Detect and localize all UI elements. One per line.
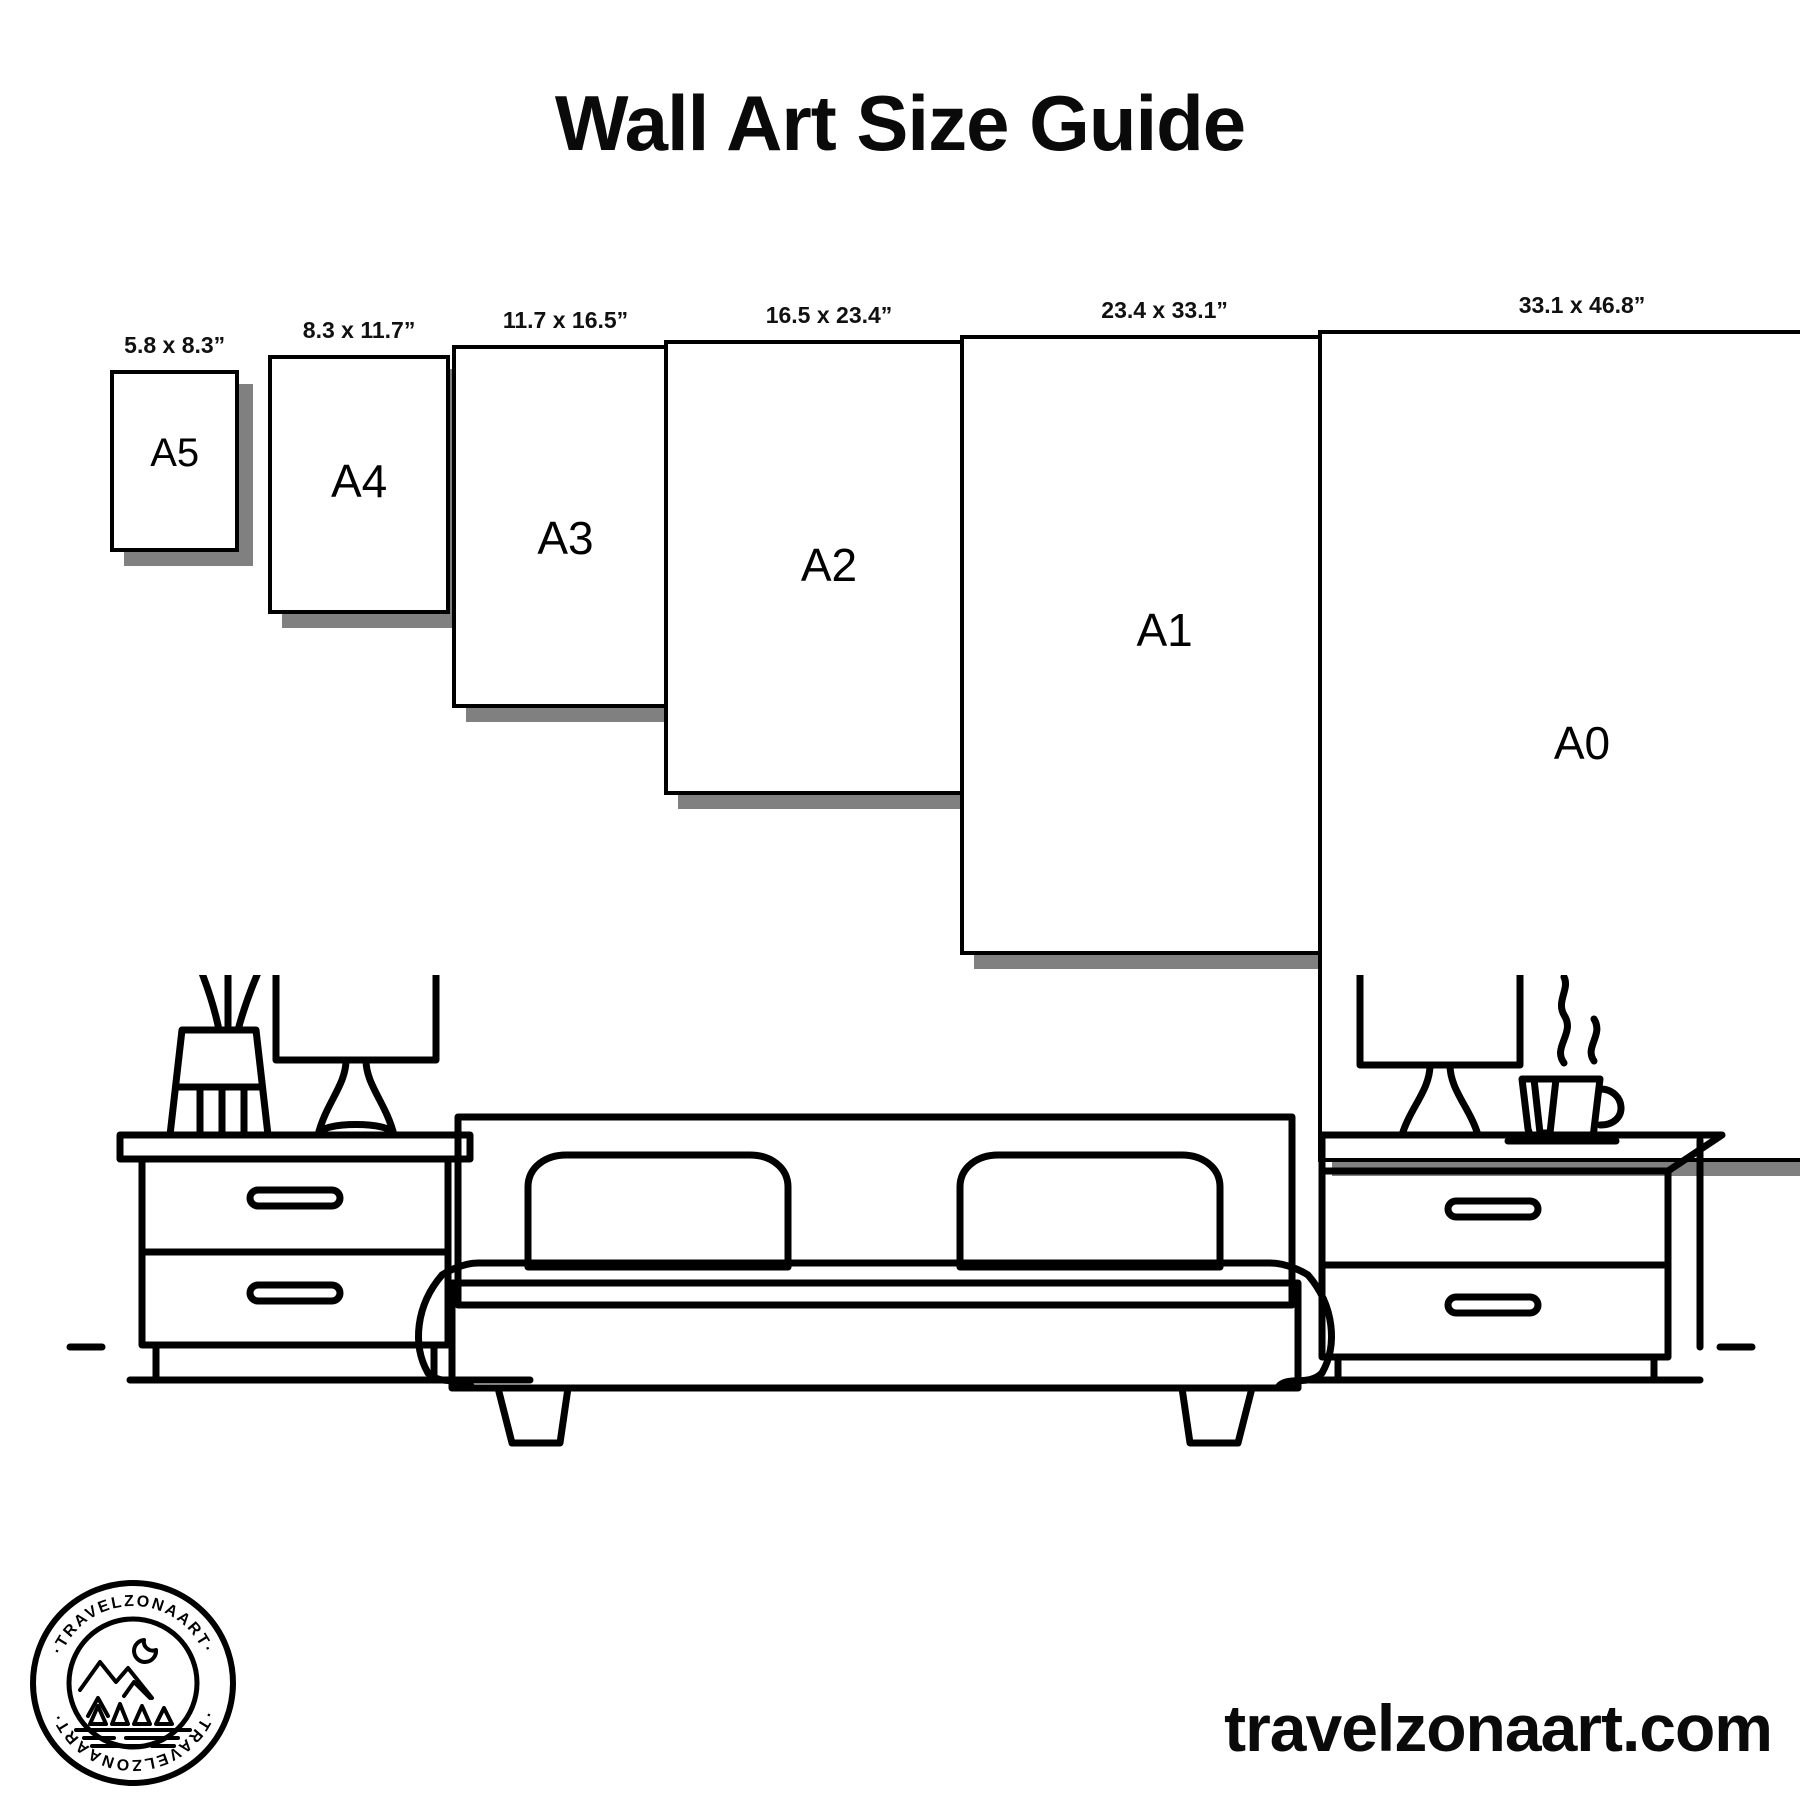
table-lamp-left bbox=[276, 975, 436, 1135]
frame-a4 bbox=[268, 317, 464, 628]
frame-size-name: A3 bbox=[537, 512, 594, 565]
frame-dimension-label: 8.3 x 11.7” bbox=[302, 317, 416, 343]
frame-dimension-label: 33.1 x 46.8” bbox=[1518, 292, 1646, 318]
bedroom-illustration bbox=[60, 975, 1760, 1535]
frame-size-name: A2 bbox=[800, 538, 858, 591]
frame-dimension-label: 5.8 x 8.3” bbox=[124, 332, 226, 358]
frame-dimension-label: 16.5 x 23.4” bbox=[765, 302, 893, 328]
moon-icon bbox=[134, 1640, 156, 1662]
logo-text-bottom: ·TRAVELZONAART· bbox=[49, 1709, 217, 1774]
frame-size-name: A0 bbox=[1553, 716, 1611, 769]
frame-size-name: A5 bbox=[150, 431, 200, 476]
brand-logo bbox=[28, 1578, 238, 1788]
frame-dimension-label: 11.7 x 16.5” bbox=[502, 307, 629, 333]
nightstand-right bbox=[1322, 1135, 1722, 1380]
tree-icon bbox=[88, 1698, 172, 1724]
table-lamp-right bbox=[1360, 975, 1520, 1135]
bed bbox=[419, 1117, 1332, 1443]
frame-a5 bbox=[110, 332, 253, 566]
logo-text-top: ·TRAVELZONAART· bbox=[49, 1592, 217, 1657]
frame-size-name: A1 bbox=[1136, 603, 1193, 656]
frame-dimension-label: 23.4 x 33.1” bbox=[1101, 297, 1228, 323]
mountain-icon bbox=[80, 1662, 152, 1698]
page-title: Wall Art Size Guide bbox=[554, 79, 1246, 167]
website-url: travelzonaart.com bbox=[1224, 1691, 1772, 1765]
floor-line bbox=[70, 1347, 1752, 1380]
frame-a2 bbox=[664, 302, 1008, 809]
frame-size-name: A4 bbox=[330, 455, 388, 508]
coffee-cup bbox=[1508, 977, 1621, 1141]
frame-a3 bbox=[452, 307, 693, 722]
vase-with-plant bbox=[170, 975, 282, 1135]
